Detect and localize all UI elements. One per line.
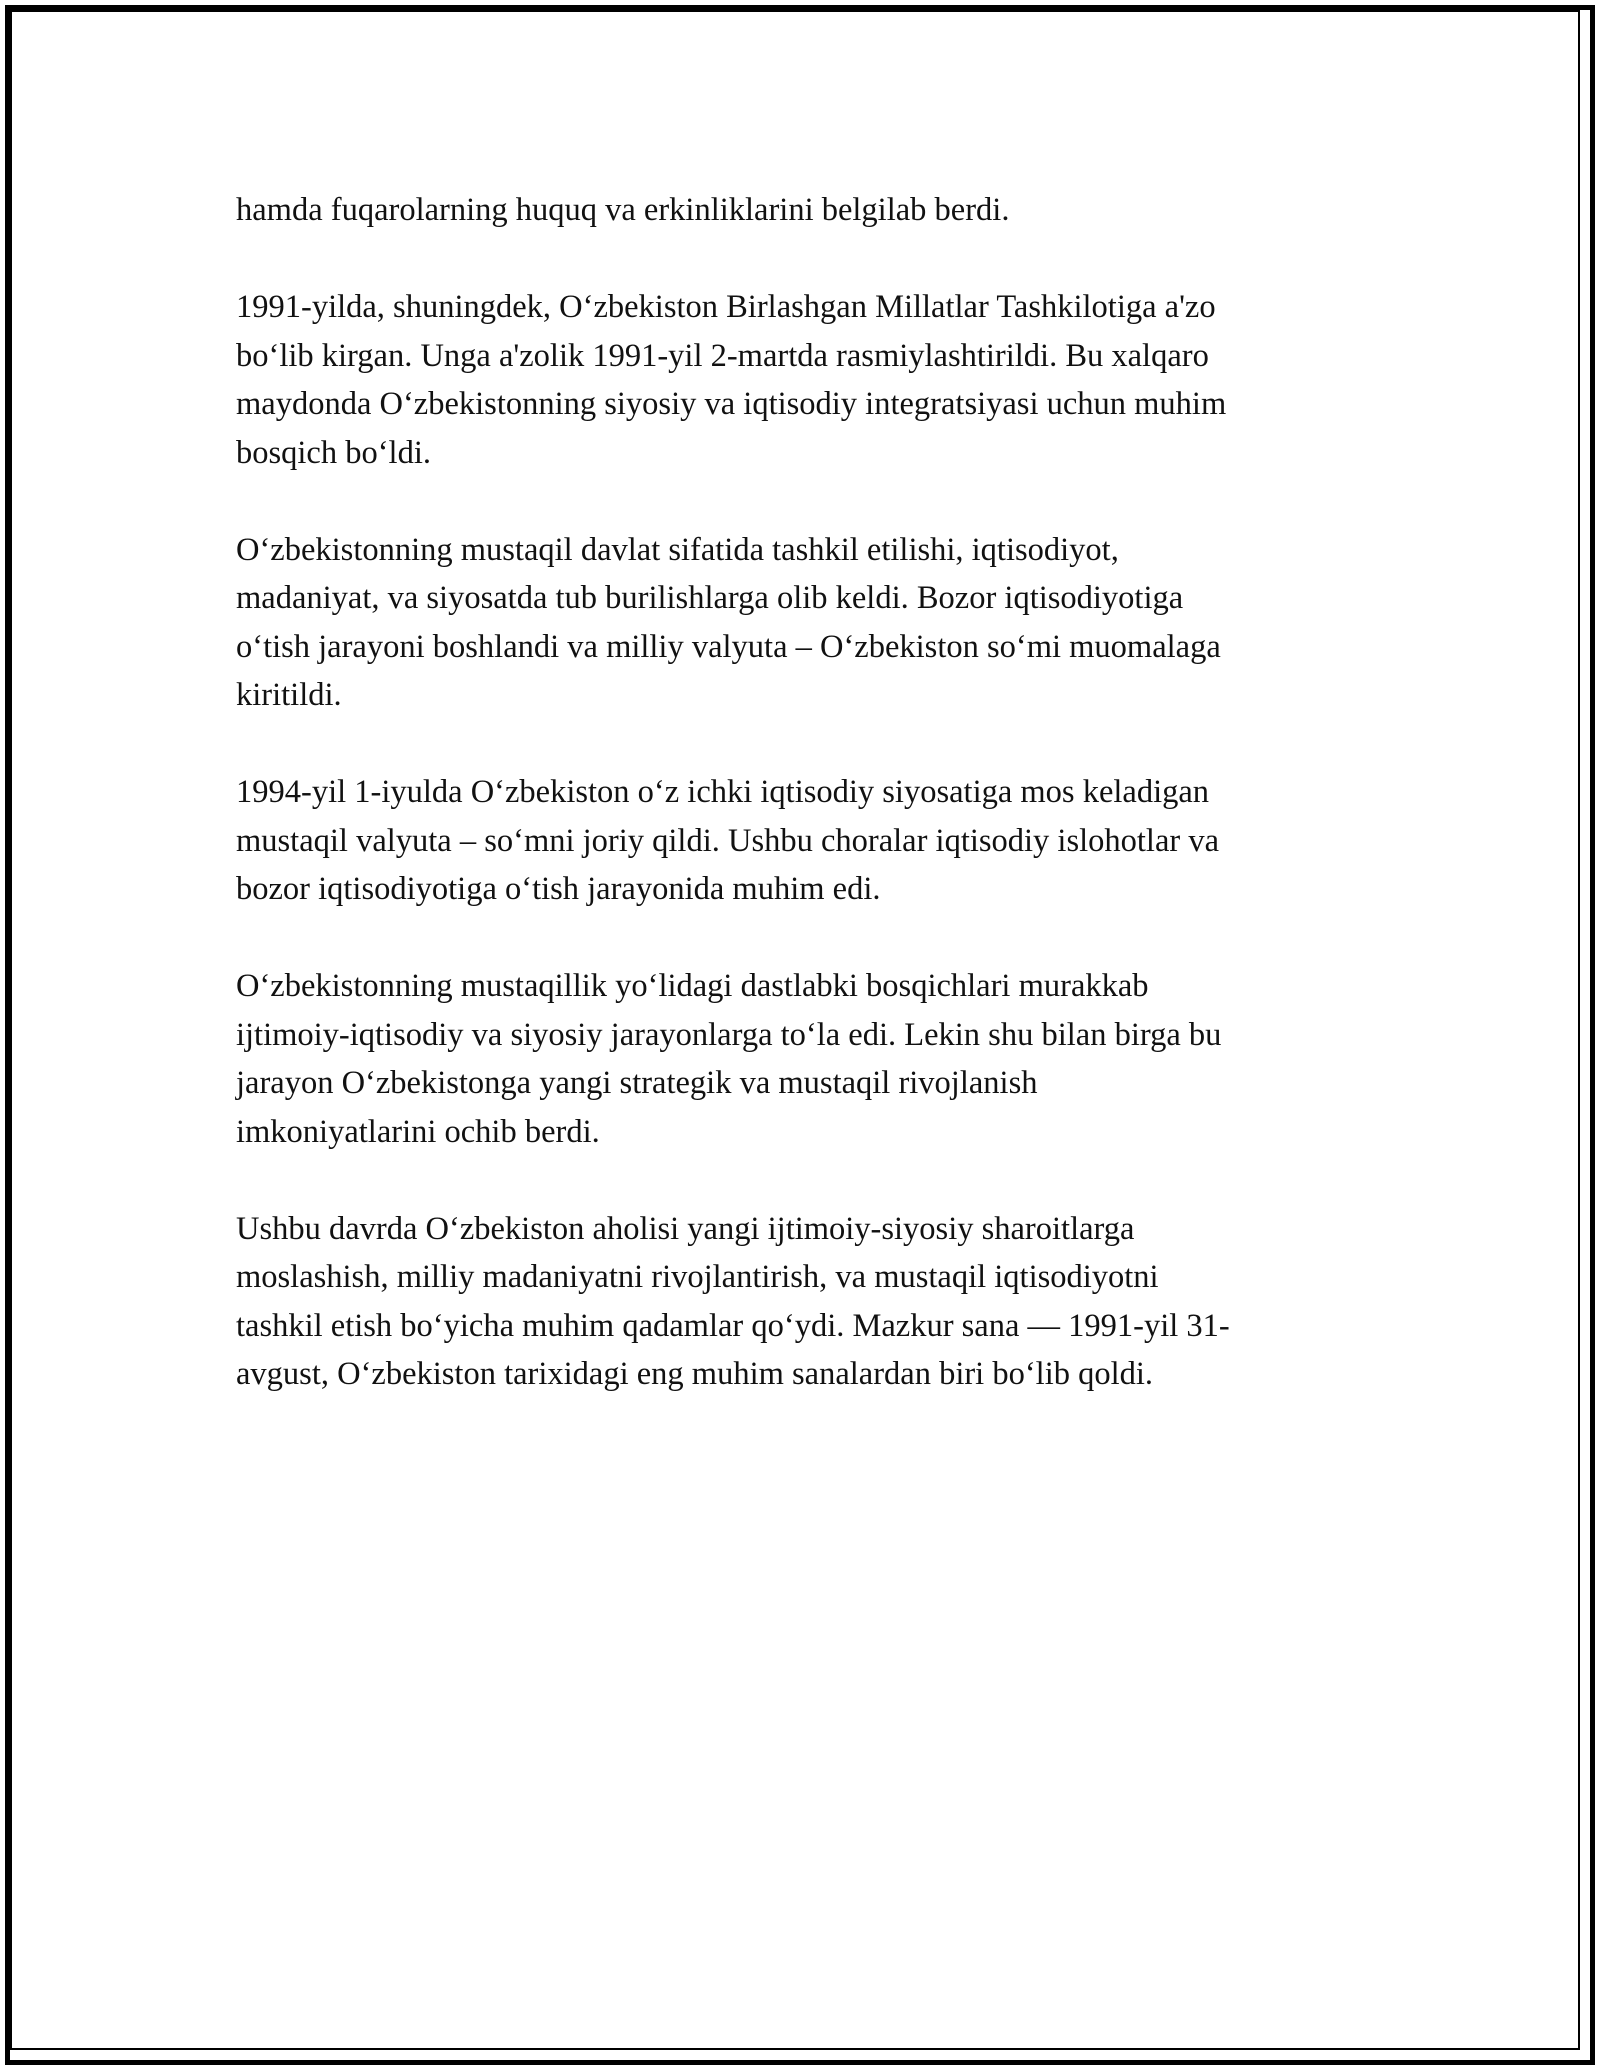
- document-body: [236, 186, 1366, 1447]
- paragraph-1: hamda fuqarolarning huquq va erkinliklarini belgilab berdi.: [236, 192, 1010, 228]
- paragraph-5: O‘zbekistonning mustaqillik yo‘lidagi dastlabki bosqichlari murakkab ijtimoiy-iqtisodiy va siyosiy jarayonlarga to‘la edi. Lekin shu bilan birga bu jarayon O‘zbekistonga yangi strategik va mustaqil rivojlanish imkoniyatlarini ochib berdi.: [236, 968, 1222, 1150]
- paragraph-2: 1991-yilda, shuningdek, O‘zbekiston Birlashgan Millatlar Tashkilotiga a'zo bo‘lib kirgan. Unga a'zolik 1991-yil 2-martda rasmiylashtirildi. Bu xalqaro maydonda O‘zbekistonning siyosiy va iqtisodiy integratsiyasi uchun muhim bosqich bo‘ldi.: [236, 289, 1227, 471]
- paragraph-6: Ushbu davrda O‘zbekiston aholisi yangi ijtimoiy-siyosiy sharoitlarga moslashish, milliy madaniyatni rivojlantirish, va mustaqil iqtisodiyotni tashkil etish bo‘yicha muhim qadamlar qo‘ydi. Mazkur sana — 1991-yil 31- avgust, O‘zbekiston tarixidagi eng muhim sanalardan biri bo‘lib qoldi.: [236, 1210, 1230, 1392]
- paragraph-3: O‘zbekistonning mustaqil davlat sifatida tashkil etilishi, iqtisodiyot, madaniyat, va siyosatda tub burilishlarga olib keldi. Bozor iqtisodiyotiga o‘tish jarayoni boshlandi va milliy valyuta – O‘zbekiston so‘mi muomalaga kiritildi.: [236, 531, 1221, 713]
- paragraph-4: 1994-yil 1-iyulda O‘zbekiston o‘z ichki iqtisodiy siyosatiga mos keladigan mustaqil valyuta – so‘mni joriy qildi. Ushbu choralar iqtisodiy islohotlar va bozor iqtisodiyotiga o‘tish jarayonida muhim edi.: [236, 774, 1219, 907]
